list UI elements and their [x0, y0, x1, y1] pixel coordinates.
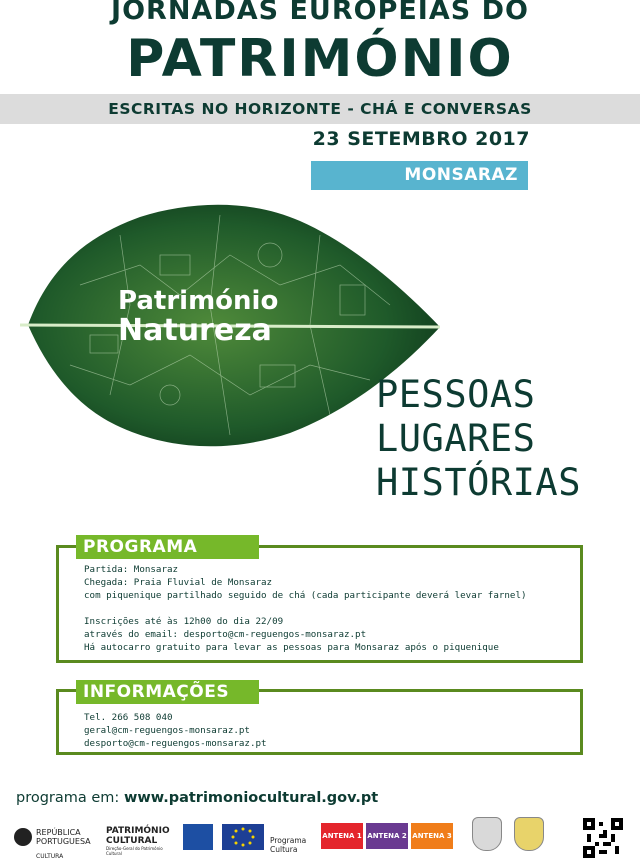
programa-line: com piquenique partilhado seguido de chá (cada participante deverá levar farnel) — [84, 590, 527, 601]
info-email-geral: geral@cm-reguengos-monsaraz.pt — [84, 725, 250, 736]
subtitle-bar — [0, 94, 640, 124]
info-email-desporto: desporto@cm-reguengos-monsaraz.pt — [84, 738, 267, 749]
leaf-title-line-1: Património — [118, 286, 279, 316]
subtitle-text: ESCRITAS NO HORIZONTE - CHÁ E CONVERSAS — [108, 100, 532, 118]
event-date: 23 SETEMBRO 2017 — [312, 128, 530, 150]
footer-program-link — [16, 790, 378, 806]
title-line-1: JORNADAS EUROPEIAS DO — [111, 0, 529, 26]
place-text: MONSARAZ — [404, 165, 518, 185]
title-line-2: PATRIMÓNIO — [126, 29, 514, 89]
info-phone: Tel. 266 508 040 — [84, 712, 173, 723]
programa-details — [84, 563, 527, 654]
antena1-logo: ANTENA 1 — [321, 823, 363, 849]
programa-line: através do email: desporto@cm-reguengos-monsaraz.pt — [84, 629, 367, 640]
footer-label: programa em: — [16, 790, 124, 806]
republica-emblem-icon — [14, 828, 32, 846]
word-historias: HISTÓRIAS — [376, 461, 581, 504]
word-pessoas: PESSOAS — [376, 373, 536, 416]
eu-heritage-icon — [183, 824, 213, 850]
antena2-logo: ANTENA 2 — [366, 823, 408, 849]
word-lugares: LUGARES — [376, 417, 536, 460]
municipal-crest-icon — [472, 817, 502, 851]
place-badge — [311, 161, 528, 190]
informacoes-heading: INFORMAÇÕES — [76, 680, 259, 704]
antena3-logo: ANTENA 3 — [411, 823, 453, 849]
informacoes-details — [84, 711, 267, 750]
eu-flag-icon — [222, 824, 264, 850]
parish-crest-icon — [514, 817, 544, 851]
programa-heading: PROGRAMA — [76, 535, 259, 559]
leaf-title — [118, 286, 278, 346]
programa-line: Partida: Monsaraz — [84, 564, 179, 575]
programa-line: Chegada: Praia Fluvial de Monsaraz — [84, 577, 273, 588]
programa-line: Inscrições até às 12h00 do dia 22/09 — [84, 616, 284, 627]
leaf-title-line-2: Natureza — [118, 313, 272, 348]
qr-code-icon — [583, 818, 623, 858]
programa-line — [84, 602, 527, 615]
theme-words — [376, 373, 581, 505]
eu-stars-icon — [222, 824, 264, 850]
logo-patrimonio-cultural: PATRIMÓNIO CULTURAL Direção-Geral do Património Cultural — [106, 826, 170, 856]
footer-url[interactable]: www.patrimoniocultural.gov.pt — [123, 790, 379, 806]
programa-line: Há autocarro gratuito para levar as pessoas para Monsaraz após o piquenique — [84, 642, 499, 653]
programa-cultura-logo: Programa Cultura — [270, 836, 307, 854]
logo-republica: REPÚBLICA PORTUGUESA CULTURA — [14, 826, 98, 860]
